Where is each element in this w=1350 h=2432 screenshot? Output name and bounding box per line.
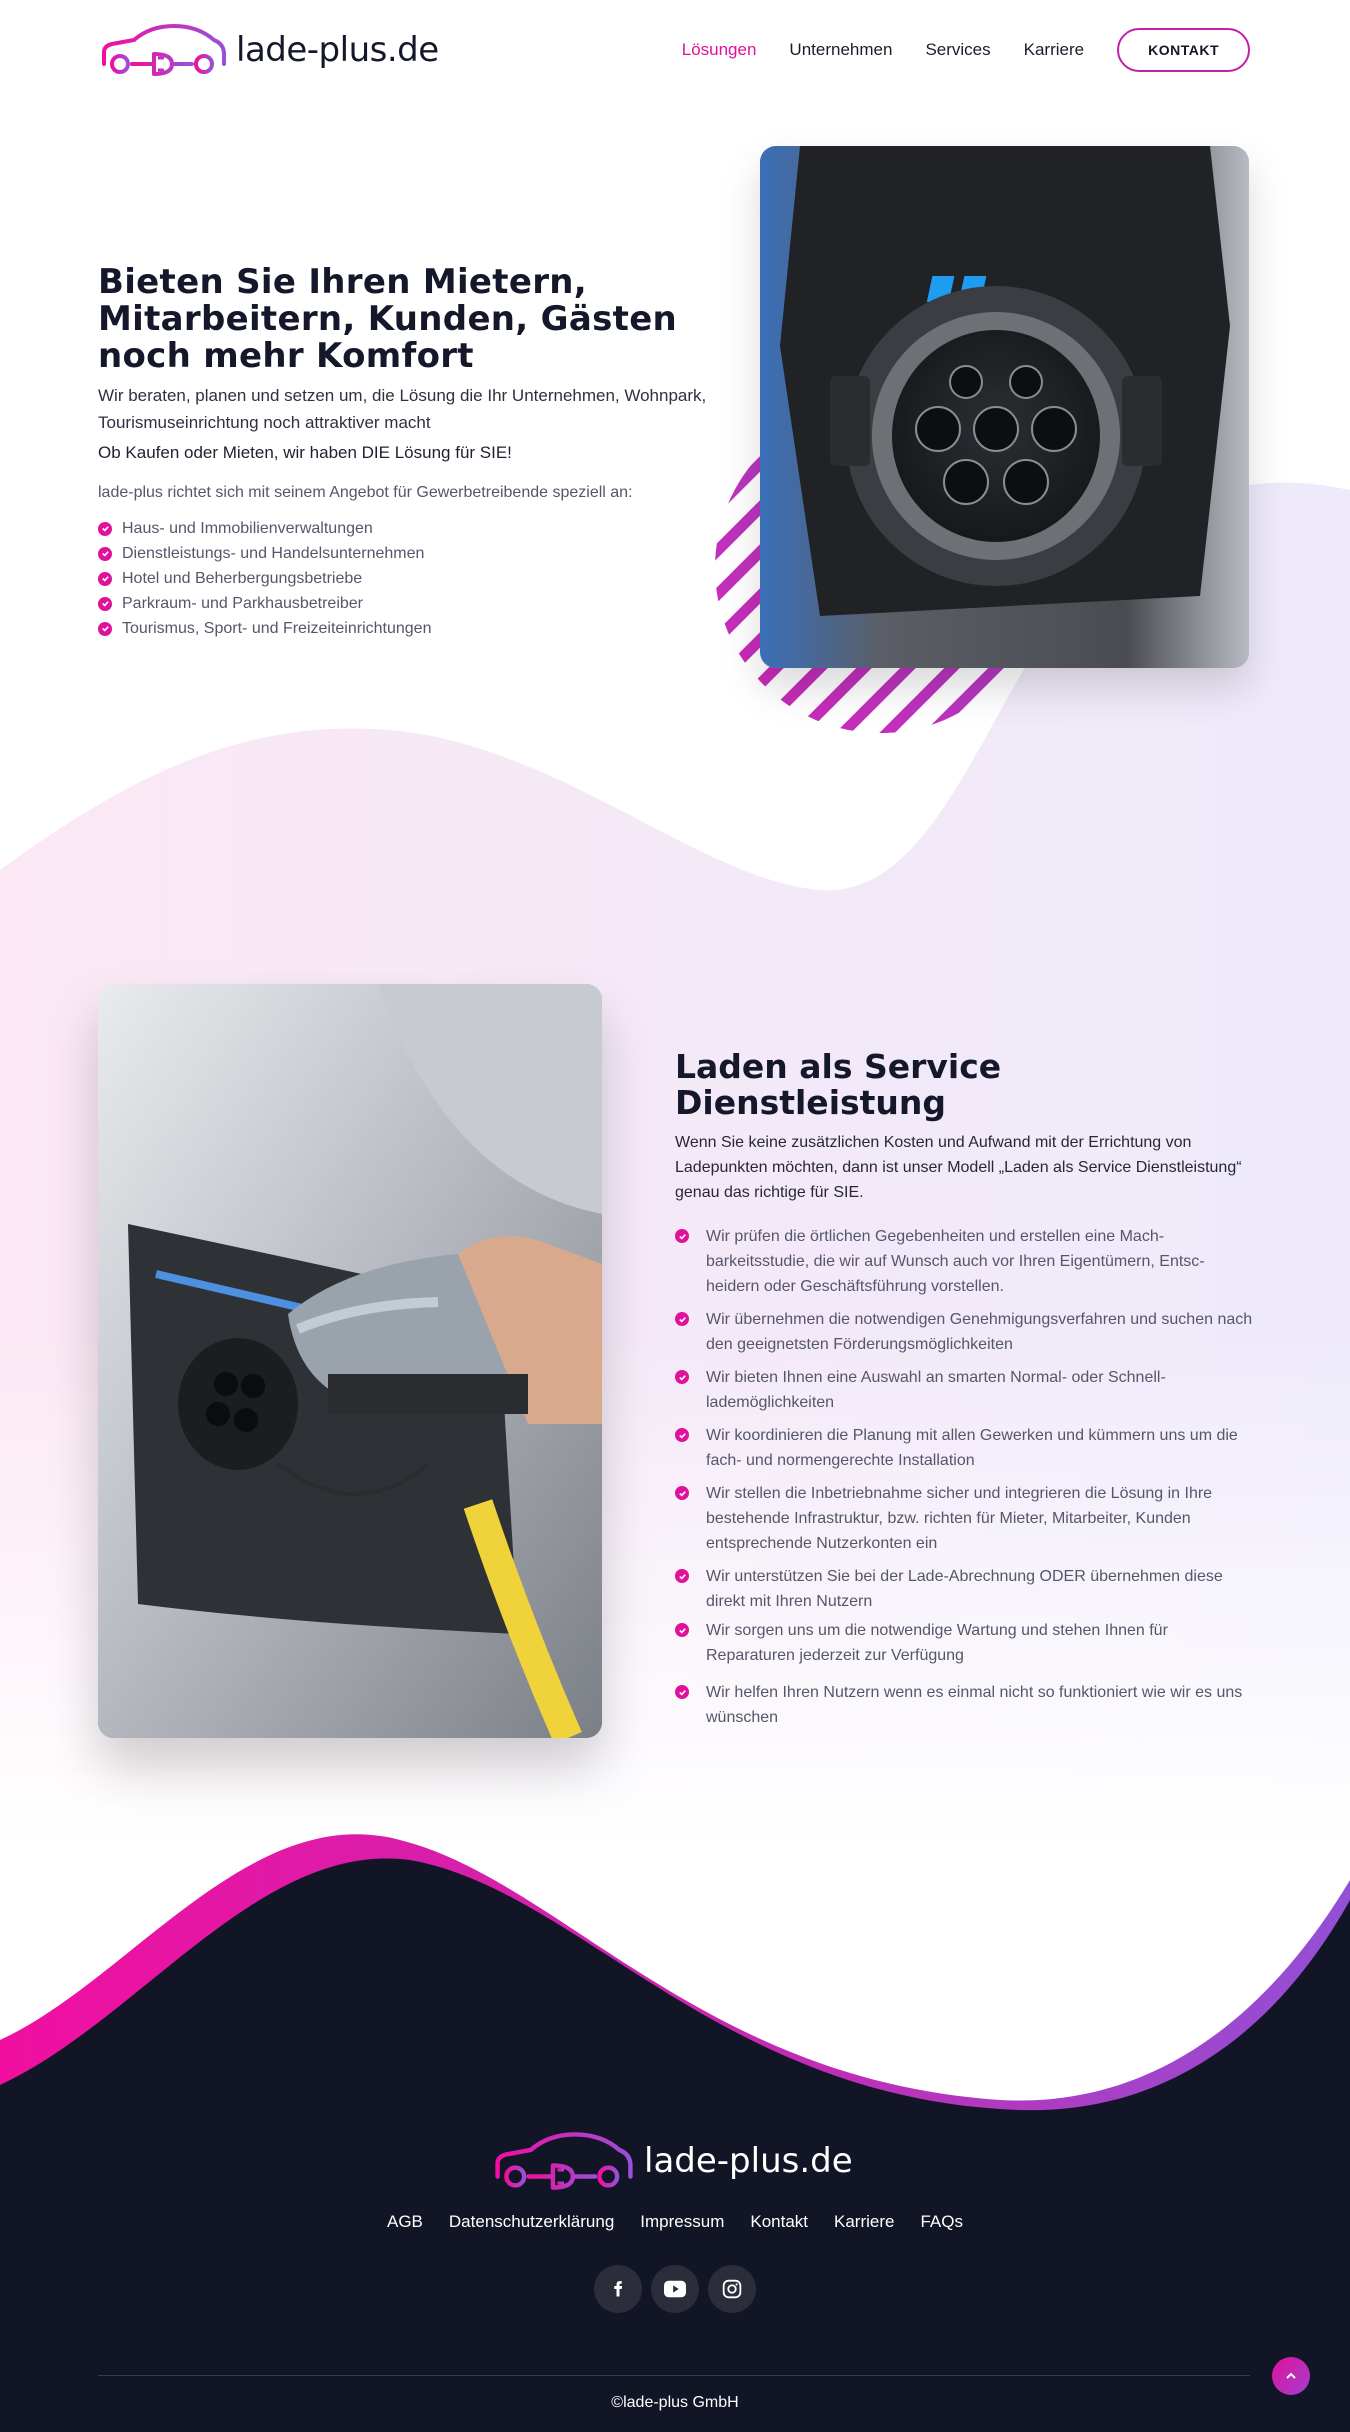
check-icon	[98, 622, 112, 636]
site-header	[0, 0, 1350, 100]
check-icon	[675, 1486, 689, 1500]
nav-item-unternehmen[interactable]: Unternehmen	[789, 40, 893, 59]
footer-link-impressum[interactable]: Impressum	[640, 2212, 725, 2231]
youtube-icon[interactable]	[651, 2265, 699, 2313]
main-nav	[682, 28, 1250, 72]
check-icon	[675, 1685, 689, 1699]
kontakt-button[interactable]: KONTAKT	[1117, 28, 1250, 72]
scroll-to-top-button[interactable]	[1272, 2357, 1310, 2395]
footer-link-faqs[interactable]: FAQs	[920, 2212, 963, 2231]
service-title: Laden als Service Dienstleistung	[675, 1047, 1002, 1122]
check-icon	[98, 522, 112, 536]
list-item: Wir stellen die Inbetriebnahme sicher und integrieren die Lösung in Ihre bestehende Infrastruktur, bzw. richten für Mieter, Mitarbeiter, Kunden entsprechende Nutzerkonten ein	[675, 1481, 1255, 1556]
nav-item-karriere[interactable]: Karriere	[1023, 40, 1085, 59]
car-plug-logo-icon	[98, 22, 230, 78]
list-item: Haus- und Immobilienverwaltungen	[98, 516, 431, 541]
hero-target-list	[98, 516, 431, 641]
check-icon	[675, 1623, 689, 1637]
list-item: Parkraum- und Parkhausbetreiber	[98, 591, 431, 616]
logo[interactable]	[98, 22, 439, 78]
charging-socket-photo	[760, 146, 1249, 668]
list-item: Wir bieten Ihnen eine Auswahl an smarten Normal- oder Schnell-lademöglichkeiten	[675, 1365, 1255, 1415]
footer-divider	[98, 2375, 1250, 2376]
car-plug-logo-icon	[490, 2130, 638, 2192]
social-links	[594, 2265, 756, 2313]
list-item: Hotel und Beherbergungsbetriebe	[98, 566, 431, 591]
service-list	[675, 1224, 1255, 1730]
instagram-icon[interactable]	[708, 2265, 756, 2313]
check-icon	[98, 597, 112, 611]
list-item: Wir koordinieren die Planung mit allen Gewerken und kümmern uns um die fach- und normengerechte Installation	[675, 1423, 1255, 1473]
nav-item-services[interactable]: Services	[925, 40, 991, 59]
hero-lead: Wir beraten, planen und setzen um, die Lösung die Ihr Unternehmen, Wohnpark, Tourismuseinrichtung noch attraktiver macht	[98, 386, 707, 432]
footer-link-kontakt[interactable]: Kontakt	[750, 2212, 809, 2231]
check-icon	[675, 1312, 689, 1326]
list-item: Wir unterstützen Sie bei der Lade-Abrechnung ODER übernehmen diese direkt mit Ihren Nutzern	[675, 1564, 1255, 1614]
check-icon	[675, 1370, 689, 1384]
brand-name: lade-plus.de	[236, 30, 439, 70]
check-icon	[98, 547, 112, 561]
plug-illustration	[98, 984, 602, 1738]
copyright: ©lade-plus GmbH	[611, 2394, 739, 2411]
check-icon	[98, 572, 112, 586]
footer-link-datenschutz[interactable]: Datenschutzerklärung	[448, 2212, 615, 2231]
check-icon	[675, 1428, 689, 1442]
list-item: Tourismus, Sport- und Freizeiteinrichtungen	[98, 616, 431, 641]
socket-illustration	[760, 146, 1249, 668]
check-icon	[675, 1229, 689, 1243]
footer-link-karriere[interactable]: Karriere	[834, 2212, 895, 2231]
list-item: Wir helfen Ihren Nutzern wenn es einmal nicht so funktioniert wie wir es uns wünschen	[675, 1680, 1255, 1730]
list-item: Wir übernehmen die notwendigen Genehmigungsverfahren und suchen nach den geeignetsten Förderungsmöglichkeiten	[675, 1307, 1255, 1357]
nav-item-loesungen[interactable]: Lösungen	[681, 40, 757, 59]
facebook-icon[interactable]	[594, 2265, 642, 2313]
chevron-up-icon	[1285, 2370, 1297, 2382]
hero-intro: lade-plus richtet sich mit seinem Angebot für Gewerbetreibende speziell an:	[98, 484, 633, 501]
list-item: Dienstleistungs- und Handelsunternehmen	[98, 541, 431, 566]
footer-links	[0, 2212, 1350, 2232]
hero-title: Bieten Sie Ihren Mietern, Mitarbeitern, Kunden, Gästen noch mehr Komfort	[98, 262, 678, 376]
footer-logo[interactable]	[490, 2130, 853, 2192]
footer-link-agb[interactable]: AGB	[387, 2212, 423, 2231]
charging-plug-photo	[98, 984, 602, 1738]
list-item: Wir prüfen die örtlichen Gegebenheiten und erstellen eine Mach-barkeitsstudie, die wir auf Wunsch auch vor Ihren Eigentümern, Entsc-heidern oder Geschäftsführung vorstellen.	[675, 1224, 1255, 1299]
list-item: Wir sorgen uns um die notwendige Wartung und stehen Ihnen für Reparaturen jederzeit zur Verfügung	[675, 1618, 1255, 1668]
service-text: Wenn Sie keine zusätzlichen Kosten und Aufwand mit der Errichtung von Ladepunkten möchten, dann ist unser Modell „Laden als Service Dienstleistung“ genau das richtige für SIE.	[675, 1134, 1242, 1201]
hero-lead-2: Ob Kaufen oder Mieten, wir haben DIE Lösung für SIE!	[98, 443, 512, 462]
footer-brand-name: lade-plus.de	[644, 2141, 853, 2181]
check-icon	[675, 1569, 689, 1583]
